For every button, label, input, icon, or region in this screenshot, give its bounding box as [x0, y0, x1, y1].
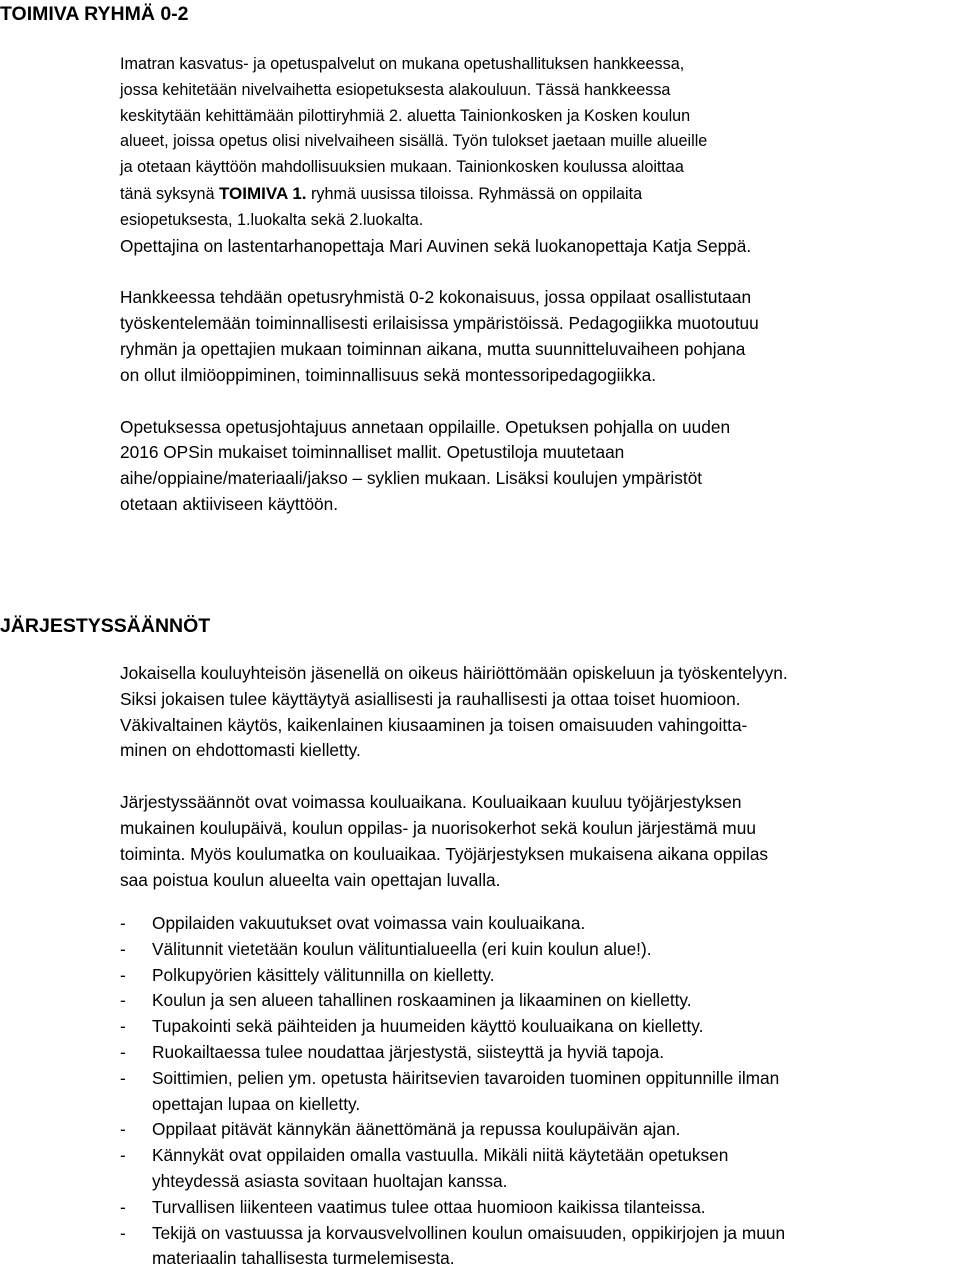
rule-text-line: Kännykät ovat oppilaiden omalla vastuulla. Mikäli niitä käytetään opetuksen [152, 1145, 729, 1166]
text-line: 2016 OPSin mukaiset toiminnalliset mallit. Opetustiloja muutetaan [120, 442, 625, 463]
rule-list-item [0, 1195, 960, 1221]
text-line [120, 181, 960, 208]
bullet-dash: - [120, 990, 126, 1011]
text-line: esiopetuksesta, 1.luokalta sekä 2.luokalta. [120, 210, 424, 229]
rules-list [0, 911, 960, 1272]
rule-list-item [0, 963, 960, 989]
section-rules [120, 661, 960, 893]
text-line: saa poistua koulun alueelta vain opettajan luvalla. [120, 869, 501, 890]
rule-list-item [0, 1040, 960, 1066]
bullet-dash: - [120, 1067, 126, 1088]
intro-paragraph [120, 52, 960, 259]
text-line: minen on ehdottomasti kielletty. [120, 740, 361, 761]
rule-list-item [0, 1066, 960, 1118]
text-line: keskitytään kehittämään pilottiryhmiä 2. aluetta Tainionkosken ja Kosken koulun [120, 106, 691, 125]
text-line: Siksi jokaisen tulee käyttäytyä asiallisesti ja rauhallisesti ja ottaa toiset huomioon. [120, 688, 741, 709]
section-toimiva-ryhma [120, 52, 960, 518]
bullet-dash: - [120, 1145, 126, 1166]
text-line: on ollut ilmiöoppiminen, toiminnallisuus sekä montessoripedagogiikka. [120, 364, 657, 385]
rules-scope-paragraph [120, 790, 960, 893]
text-line: Jokaisella kouluyhteisön jäsenellä on oikeus häiriöttömään opiskeluun ja työskentelyyn. [120, 663, 788, 683]
text-line: alueet, joissa opetus olisi nivelvaiheen sisällä. Työn tulokset jaetaan muille alueille [120, 132, 708, 151]
bullet-dash: - [120, 1119, 126, 1140]
text-line: ryhmän ja opettajien mukaan toiminnan aikana, mutta suunnitteluvaiheen pohjana [120, 338, 746, 359]
rule-list-item [0, 1143, 960, 1195]
rule-text-line: Polkupyörien käsittely välitunnilla on kielletty. [152, 964, 495, 985]
page-title: TOIMIVA RYHMÄ 0-2 [0, 3, 189, 25]
rule-text-line: Tekijä on vastuussa ja korvausvelvollinen koulun omaisuuden, oppikirjojen ja muun [152, 1222, 786, 1243]
bullet-dash: - [120, 1016, 126, 1037]
text-line: Hankkeessa tehdään opetusryhmistä 0-2 kokonaisuus, jossa oppilaat osallistutaan [120, 287, 752, 308]
bullet-dash: - [120, 1041, 126, 1062]
text-line: jossa kehitetään nivelvaihetta esiopetuksesta alakouluun. Tässä hankkeessa [120, 80, 671, 99]
bullet-dash: - [120, 964, 126, 985]
rule-list-item [0, 1014, 960, 1040]
text-line: otetaan aktiiviseen käyttöön. [120, 493, 339, 514]
rule-text-line: Ruokailtaessa tulee noudattaa järjestystä, siisteyttä ja hyviä tapoja. [152, 1041, 665, 1062]
text-line: aihe/oppiaine/materiaali/jakso – syklien mukaan. Lisäksi koulujen ympäristöt [120, 468, 703, 489]
rule-text-line: Tupakointi sekä päihteiden ja huumeiden käyttö kouluaikana on kielletty. [152, 1016, 704, 1037]
text-run: ryhmä uusissa tiloissa. Ryhmässä on oppilaita [306, 184, 643, 203]
text-line: mukainen koulupäivä, koulun oppilas- ja nuorisokerhot sekä koulun järjestämä muu [120, 817, 756, 838]
rule-text-line: Välitunnit vietetään koulun välituntialueella (eri kuin koulun alue!). [152, 938, 652, 959]
text-line: Opetuksessa opetusjohtajuus annetaan oppilaille. Opetuksen pohjalla on uuden [120, 416, 731, 437]
teaching-paragraph [120, 415, 960, 518]
rule-text-line: materiaalin tahallisesta turmelemisesta. [152, 1248, 455, 1269]
paragraph-spacer [120, 764, 960, 790]
bullet-dash: - [120, 1222, 126, 1243]
paragraph-spacer [120, 259, 960, 285]
rule-list-item [0, 988, 960, 1014]
rule-list-item [0, 911, 960, 937]
rule-text-line: opettajan lupaa on kielletty. [152, 1093, 361, 1114]
bold-group-name: TOIMIVA 1. [218, 183, 307, 203]
text-line: ja otetaan käyttöön mahdollisuuksien mukaan. Tainionkosken koulussa aloittaa [120, 158, 684, 177]
text-run: tänä syksynä [120, 184, 219, 203]
text-line: toiminta. Myös koulumatka on kouluaikaa. Työjärjestyksen mukaisena aikana oppilas [120, 843, 769, 864]
text-line: Järjestyssäännöt ovat voimassa kouluaikana. Kouluaikaan kuuluu työjärjestyksen [120, 792, 742, 813]
text-line: työskentelemään toiminnallisesti erilaisissa ympäristöissä. Pedagogiikka muotoutuu [120, 313, 759, 334]
rule-text-line: yhteydessä asiasta sovitaan huoltajan kanssa. [152, 1170, 508, 1191]
rules-title: JÄRJESTYSSÄÄNNÖT [0, 615, 211, 637]
bullet-dash: - [120, 1196, 126, 1217]
rule-text-line: Oppilaiden vakuutukset ovat voimassa vain kouluaikana. [152, 913, 586, 933]
rule-list-item [0, 1117, 960, 1143]
rule-list-item [0, 1221, 960, 1272]
rule-list-item [0, 937, 960, 963]
bullet-dash: - [120, 913, 126, 933]
text-line: Väkivaltainen käytös, kaikenlainen kiusaaminen ja toisen omaisuuden vahingoitta- [120, 714, 748, 735]
paragraph-spacer [120, 389, 960, 415]
project-paragraph [120, 285, 960, 388]
rule-text-line: Oppilaat pitävät kännykän äänettömänä ja repussa koulupäivän ajan. [152, 1119, 681, 1140]
bullet-dash: - [120, 938, 126, 959]
rule-text-line: Soittimien, pelien ym. opetusta häiritsevien tavaroiden tuominen oppitunnille ilman [152, 1067, 780, 1088]
rule-text-line: Turvallisen liikenteen vaatimus tulee ottaa huomioon kaikissa tilanteissa. [152, 1196, 706, 1217]
text-line: Opettajina on lastentarhanopettaja Mari Auvinen sekä luokanopettaja Katja Seppä. [120, 235, 752, 256]
rules-intro-paragraph [120, 661, 960, 764]
text-line: Imatran kasvatus- ja opetuspalvelut on mukana opetushallituksen hankkeessa, [120, 55, 685, 73]
rule-text-line: Koulun ja sen alueen tahallinen roskaaminen ja likaaminen on kielletty. [152, 990, 692, 1011]
